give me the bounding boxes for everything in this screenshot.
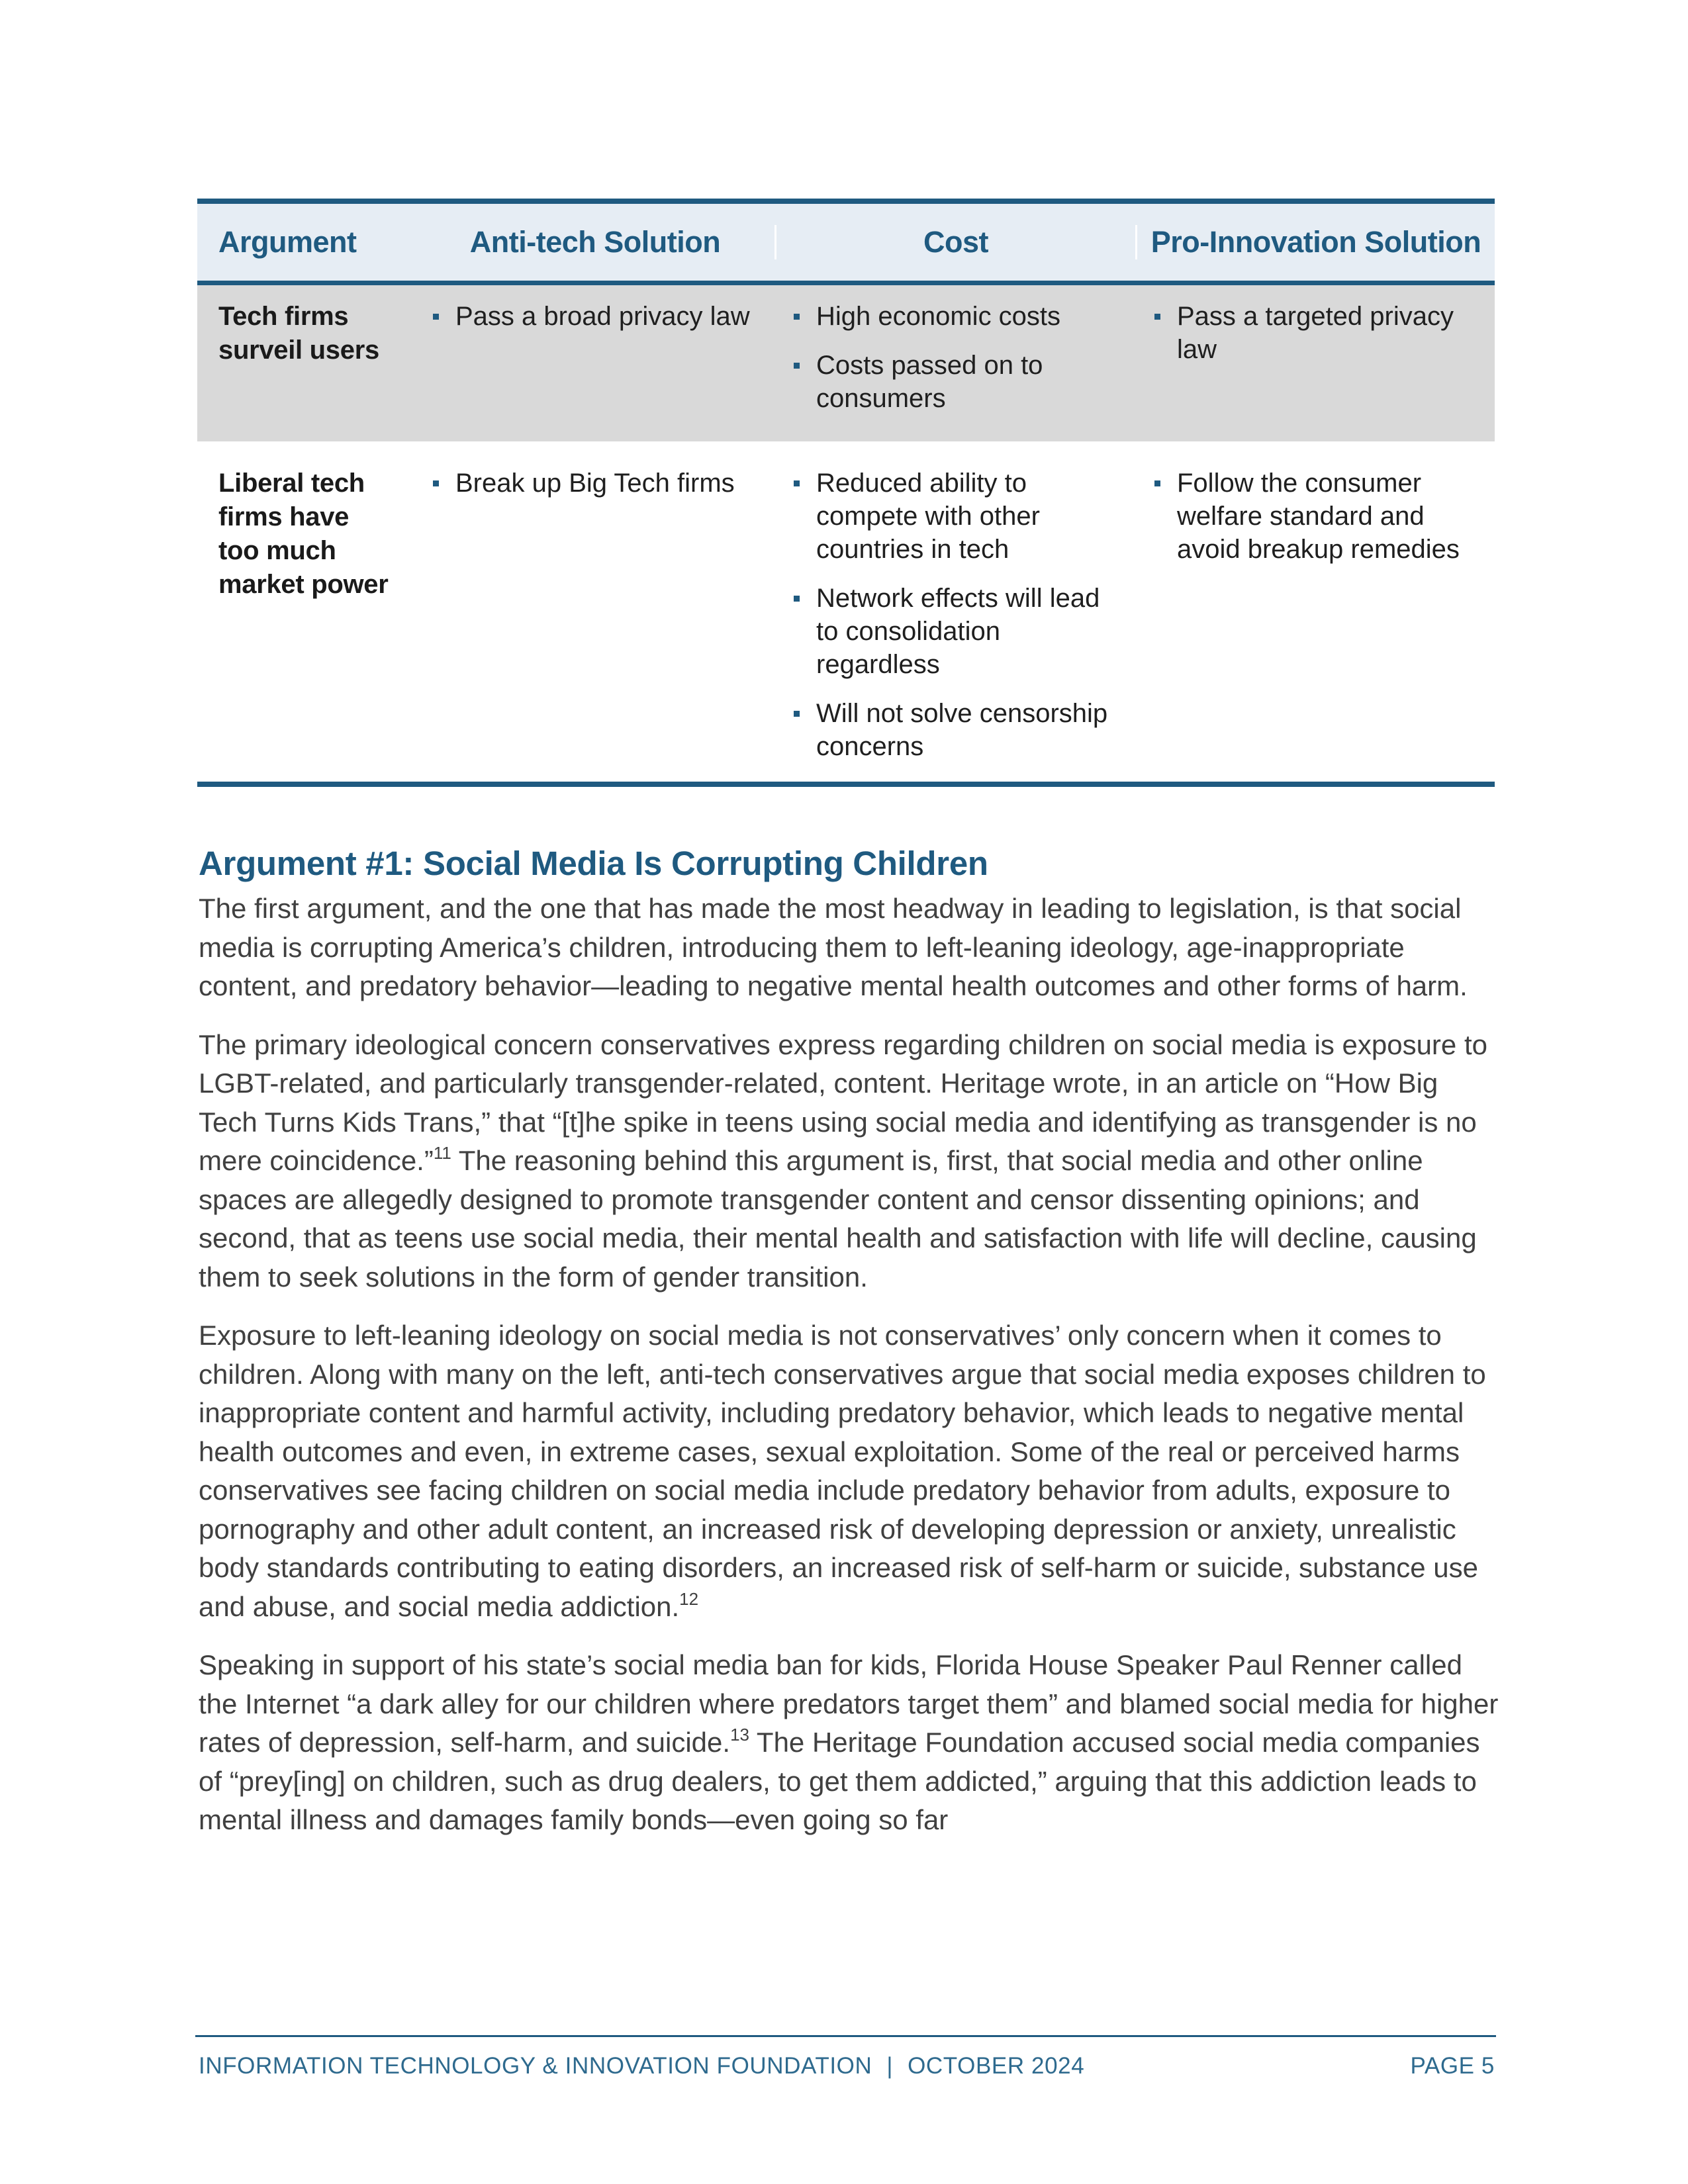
paragraph-text: The primary ideological concern conservatives express regarding children on social media is exposure to LGBT-related, and particularly transgender-related, content. Heritage wrote, in an article on “How Big Tech Turns Kids Trans,” that “[t]he spike in teens using social media and identifying as transgender is no mere coincidence.” [199,1028,1487,1176]
page-number: PAGE 5 [1410,2053,1495,2079]
bullet-item: Break up Big Tech firms [422,467,766,500]
bullet-item: Follow the consumer welfare standard and avoid breakup remedies [1144,467,1481,566]
footer-org: INFORMATION TECHNOLOGY & INNOVATION FOUNDATION [199,2053,872,2079]
argument-cell: Tech firms surveil users [218,302,379,365]
footnote-ref[interactable]: 12 [679,1588,699,1609]
bullet-item: Will not solve censorship concerns [783,697,1127,763]
table-row [197,441,1495,782]
article-section [199,842,1499,1860]
footer-publisher [199,2053,1084,2079]
arguments-table [197,199,1495,787]
paragraph: The first argument, and the one that has made the most headway in leading to legislation, is that social media is corrupting America’s children, introducing them to left-leaning ideology, age-inappropriate content, and predatory behavior—leading to negative mental health outcomes and other forms of harm. [199,893,1468,1001]
cost-cell [776,467,1137,779]
cost-cell [776,300,1137,431]
bullet-item: High economic costs [783,300,1127,333]
argument-cell: Liberal tech firms have too much market power [218,469,389,599]
pro-innovation-cell [1137,467,1495,582]
bullet-item: Reduced ability to compete with other countries in tech [783,467,1127,566]
paragraph-text: The reasoning behind this argument is, first, that social media and other online spaces are allegedly designed to promote transgender content and censor dissenting opinions; and second, that as teens use social media, their mental health and satisfaction with life will decline, causing them to seek solutions in the form of gender transition. [199,1145,1477,1293]
header-anti-tech-solution: Anti-tech Solution [416,225,776,259]
header-pro-innovation-solution: Pro-Innovation Solution [1150,225,1481,259]
table-row [197,285,1495,441]
bullet-item: Costs passed on to consumers [783,349,1127,415]
paragraph [199,1316,1499,1626]
table-header-row [197,204,1495,285]
bullet-item: Network effects will lead to consolidation regardless [783,582,1127,681]
footnote-ref[interactable]: 11 [433,1143,451,1163]
footer-separator: | [886,2053,894,2079]
header-cost: Cost [776,225,1137,259]
anti-tech-cell [416,300,776,349]
paragraph-text: Exposure to left-leaning ideology on social media is not conservatives’ only concern when it comes to children. Along with many on the left, anti-tech conservatives argue that social media exposes children to inappropriate content and harmful activity, including predatory behavior, which leads to negative mental health outcomes and even, in extreme cases, sexual exploitation. Some of the real or perceived harms conservatives see facing children on social media include predatory behavior from adults, exposure to pornography and other adult content, an increased risk of developing depression or anxiety, unrealistic body standards contributing to eating disorders, an increased risk of self-harm or suicide, substance use and abuse, and social media addiction. [199,1320,1486,1622]
section-heading: Argument #1: Social Media Is Corrupting Children [199,844,988,882]
pro-innovation-cell [1137,300,1495,382]
footer-date: OCTOBER 2024 [908,2053,1085,2079]
paragraph [199,1646,1499,1840]
bullet-item: Pass a broad privacy law [422,300,766,333]
footnote-ref[interactable]: 13 [730,1725,749,1745]
paragraph-text: The Heritage Foundation accused social media companies of “prey[ing] on children, such as drug dealers, to get them addicted,” arguing that this addiction leads to mental illness and damages family bonds—even going so far [199,1727,1480,1835]
header-argument: Argument [218,225,357,259]
bullet-item: Pass a targeted privacy law [1144,300,1481,366]
paragraph [199,1026,1499,1297]
anti-tech-cell [416,467,776,516]
footer-divider [195,2035,1496,2037]
paragraph-text: Speaking in support of his state’s social media ban for kids, Florida House Speaker Paul Renner called the Internet “a dark alley for our children where predators target them” and blamed social media for higher rates of depression, self-harm, and suicide. [199,1649,1499,1758]
